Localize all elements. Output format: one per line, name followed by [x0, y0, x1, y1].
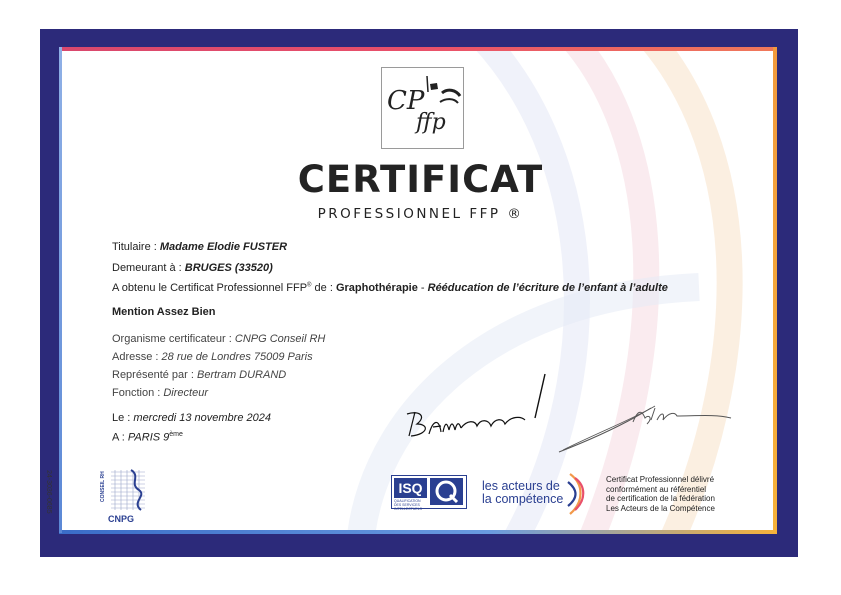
acteurs-line2: la compétence — [482, 492, 564, 506]
represente-label: Représenté par : — [112, 369, 197, 381]
director-signature — [405, 370, 555, 450]
obtained-speciality: Graphothérapie — [335, 282, 418, 294]
note-line-1: Certificat Professionnel délivré — [606, 475, 715, 484]
logo-pen-icon — [382, 68, 463, 148]
date-label: Le : — [112, 412, 134, 424]
fonction-label: Fonction : — [112, 387, 164, 399]
organisme-value: CNPG Conseil RH — [234, 333, 326, 345]
date-value: mercredi 13 novembre 2024 — [133, 412, 271, 424]
acteurs-line1: les acteurs de — [482, 479, 560, 493]
cp-ffp-logo — [381, 67, 464, 149]
address-value: BRUGES (33520) — [184, 262, 273, 274]
obtained-de: de : — [311, 282, 336, 294]
place-label: A : — [112, 431, 128, 444]
date-line — [112, 412, 271, 424]
mention: Mention Assez Bien — [112, 306, 216, 318]
acteurs-logo — [482, 480, 563, 506]
certificate-subtitle: PROFESSIONNEL FFP ® — [317, 206, 524, 222]
note-line-4: Les Acteurs de la Compétence — [606, 503, 715, 513]
certificate-title: CERTIFICAT — [297, 158, 544, 201]
place-value: PARIS 9 — [127, 431, 170, 444]
fonction-value: Directeur — [163, 387, 208, 399]
logo-cp: CP — [387, 86, 425, 116]
obtained-reg: ® — [307, 282, 312, 289]
represente-value: Bertram DURAND — [197, 369, 287, 381]
note-line-2: conformément au référentiel — [606, 484, 707, 494]
certification-note — [606, 475, 715, 513]
organisme-line — [112, 333, 325, 345]
holder-label: Titulaire : — [112, 241, 160, 253]
address-line — [112, 262, 273, 274]
address-label: Demeurant à : — [112, 262, 185, 274]
obtained-prefix: A obtenu le Certificat Professionnel FFP — [112, 282, 308, 294]
adresse-org-line — [112, 351, 313, 363]
holder-line — [112, 241, 287, 253]
isq-q-icon — [430, 478, 463, 505]
bottom-stripe — [59, 530, 777, 534]
isq-label: ISQ — [394, 478, 427, 498]
obtained-detail: Rééducation de l’écriture de l’enfant à l’adulte — [427, 282, 668, 294]
obtained-sep: - — [417, 282, 428, 294]
cnpg-label: CNPG — [108, 514, 135, 524]
certifier-signature — [555, 398, 745, 458]
acteurs-arcs-icon — [566, 472, 592, 516]
note-line-3: de certification de la fédération — [606, 494, 715, 503]
place-sup: ème — [169, 431, 183, 438]
left-stripe — [59, 47, 62, 533]
top-stripe — [59, 47, 777, 51]
fonction-line — [112, 387, 208, 399]
logo-ffp: ffp — [416, 110, 446, 135]
organisme-label: Organisme certificateur : — [112, 333, 235, 345]
place-line — [112, 431, 183, 444]
certificate-code: 24-3036-0685 — [45, 470, 52, 514]
isq-sub-label: QUALIFICATION DES SERVICES INTELLECTUELS — [394, 499, 423, 511]
obtained-line — [112, 282, 668, 294]
cnpg-side-label: CONSEIL RH — [100, 471, 106, 502]
isq-logo — [391, 475, 467, 509]
holder-name: Madame Elodie FUSTER — [159, 241, 288, 253]
adresse-org-label: Adresse : — [112, 351, 162, 363]
right-stripe — [773, 47, 777, 533]
represente-line — [112, 369, 286, 381]
adresse-org-value: 28 rue de Londres 75009 Paris — [161, 351, 313, 363]
